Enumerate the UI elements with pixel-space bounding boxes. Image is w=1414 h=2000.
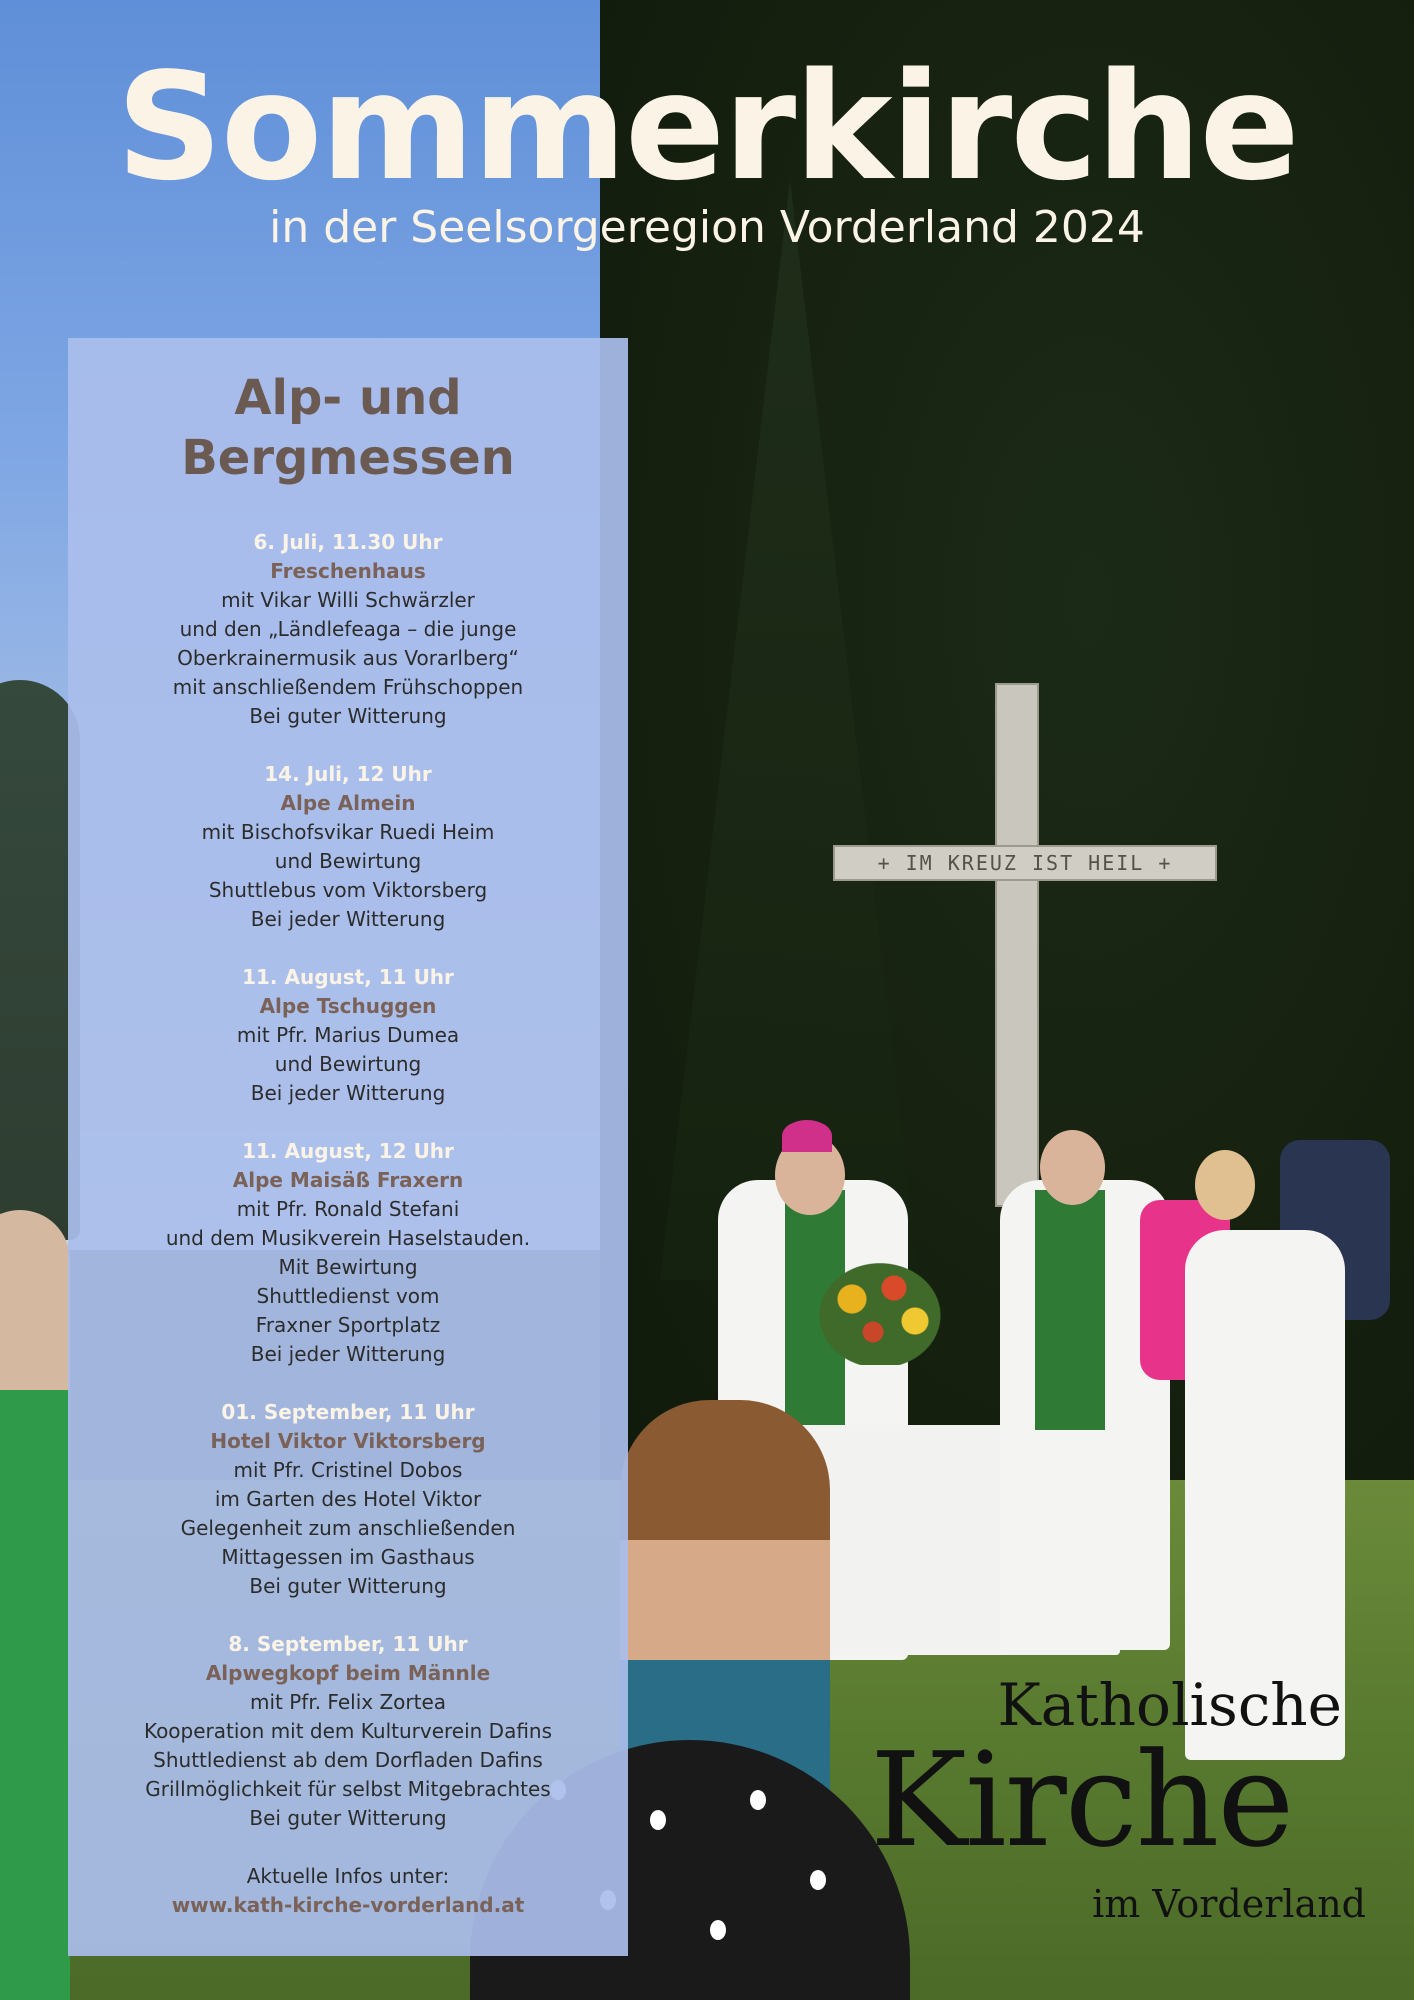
event-date: 01. September, 11 Uhr: [221, 1400, 475, 1424]
event-detail: mit Pfr. Cristinel Dobos: [233, 1458, 463, 1482]
event-detail: mit Vikar Willi Schwärzler: [221, 588, 475, 612]
event-detail: mit Bischofsvikar Ruedi Heim: [201, 820, 495, 844]
poster-title: Sommerkirche: [116, 41, 1298, 213]
panel-heading-line2: Bergmessen: [181, 430, 515, 486]
event-detail: mit Pfr. Felix Zortea: [249, 1690, 447, 1714]
event-item: [68, 528, 628, 731]
event-date: 6. Juli, 11.30 Uhr: [253, 530, 443, 554]
logo-line3: im Vorderland: [1092, 1882, 1366, 1926]
church-logo: [860, 1670, 1380, 1980]
event-item: [68, 963, 628, 1108]
event-location: Alpe Maisäß Fraxern: [232, 1168, 464, 1192]
event-detail: Mit Bewirtung: [278, 1255, 418, 1279]
website-link[interactable]: www.kath-kirche-vorderland.at: [171, 1893, 525, 1917]
event-detail: und dem Musikverein Haselstauden.: [165, 1226, 531, 1250]
event-location: Alpwegkopf beim Männle: [205, 1661, 491, 1685]
green-stole: [1035, 1190, 1105, 1430]
event-detail: Bei guter Witterung: [249, 704, 447, 728]
wooden-cross-beam: + IM KREUZ IST HEIL +: [833, 845, 1217, 881]
event-item: [68, 1398, 628, 1601]
altar-server-head: [1195, 1150, 1255, 1220]
event-item: [68, 760, 628, 934]
event-detail: Grillmöglichkeit für selbst Mitgebrachtes: [145, 1777, 551, 1801]
logo-line1: Katholische: [997, 1671, 1342, 1739]
panel-heading: [68, 368, 628, 488]
event-date: 11. August, 11 Uhr: [242, 965, 454, 989]
poster-subtitle: in der Seelsorgeregion Vorderland 2024: [269, 202, 1145, 253]
event-detail: Shuttledienst vom: [256, 1284, 440, 1308]
event-detail: Gelegenheit zum anschließenden: [180, 1516, 516, 1540]
event-detail: Bei jeder Witterung: [250, 1081, 446, 1105]
event-item: [68, 1137, 628, 1369]
event-date: 11. August, 12 Uhr: [242, 1139, 454, 1163]
event-detail: mit Pfr. Marius Dumea: [236, 1023, 460, 1047]
event-detail: Shuttlebus vom Viktorsberg: [208, 878, 488, 902]
event-detail: Kooperation mit dem Kulturverein Dafins: [143, 1719, 553, 1743]
event-detail: Shuttledienst ab dem Dorfladen Dafins: [153, 1748, 543, 1772]
event-detail: Oberkrainermusik aus Vorarlberg“: [177, 646, 519, 670]
event-detail: Bei guter Witterung: [249, 1574, 447, 1598]
event-location: Alpe Tschuggen: [259, 994, 437, 1018]
event-date: 14. Juli, 12 Uhr: [264, 762, 432, 786]
foreground-hiker: [0, 1210, 70, 2000]
event-detail: und den „Ländlefeaga – die junge: [179, 617, 517, 641]
event-detail: Bei guter Witterung: [249, 1806, 447, 1830]
event-detail: Mittagessen im Gasthaus: [221, 1545, 475, 1569]
event-location: Freschenhaus: [270, 559, 426, 583]
event-detail: im Garten des Hotel Viktor: [214, 1487, 482, 1511]
event-detail: Fraxner Sportplatz: [255, 1313, 441, 1337]
event-detail: Bei jeder Witterung: [250, 907, 446, 931]
panel-heading-line1: Alp- und: [234, 370, 462, 426]
priest-head: [1040, 1130, 1105, 1205]
event-item: [68, 1630, 628, 1833]
event-detail: Bei jeder Witterung: [250, 1342, 446, 1366]
event-location: Hotel Viktor Viktorsberg: [210, 1429, 486, 1453]
event-location: Alpe Almein: [280, 791, 416, 815]
flower-bouquet: [810, 1255, 950, 1365]
wooden-cross-post: [995, 683, 1039, 1207]
event-detail: und Bewirtung: [274, 849, 422, 873]
event-list: [68, 528, 628, 1920]
event-detail: und Bewirtung: [274, 1052, 422, 1076]
miter: [782, 1120, 832, 1152]
info-label: Aktuelle Infos unter:: [246, 1864, 450, 1888]
event-date: 8. September, 11 Uhr: [228, 1632, 468, 1656]
event-detail: mit anschließendem Frühschoppen: [172, 675, 524, 699]
events-panel: [68, 338, 628, 1956]
logo-line2: Kirche: [870, 1724, 1293, 1876]
event-detail: mit Pfr. Ronald Stefani: [236, 1197, 460, 1221]
